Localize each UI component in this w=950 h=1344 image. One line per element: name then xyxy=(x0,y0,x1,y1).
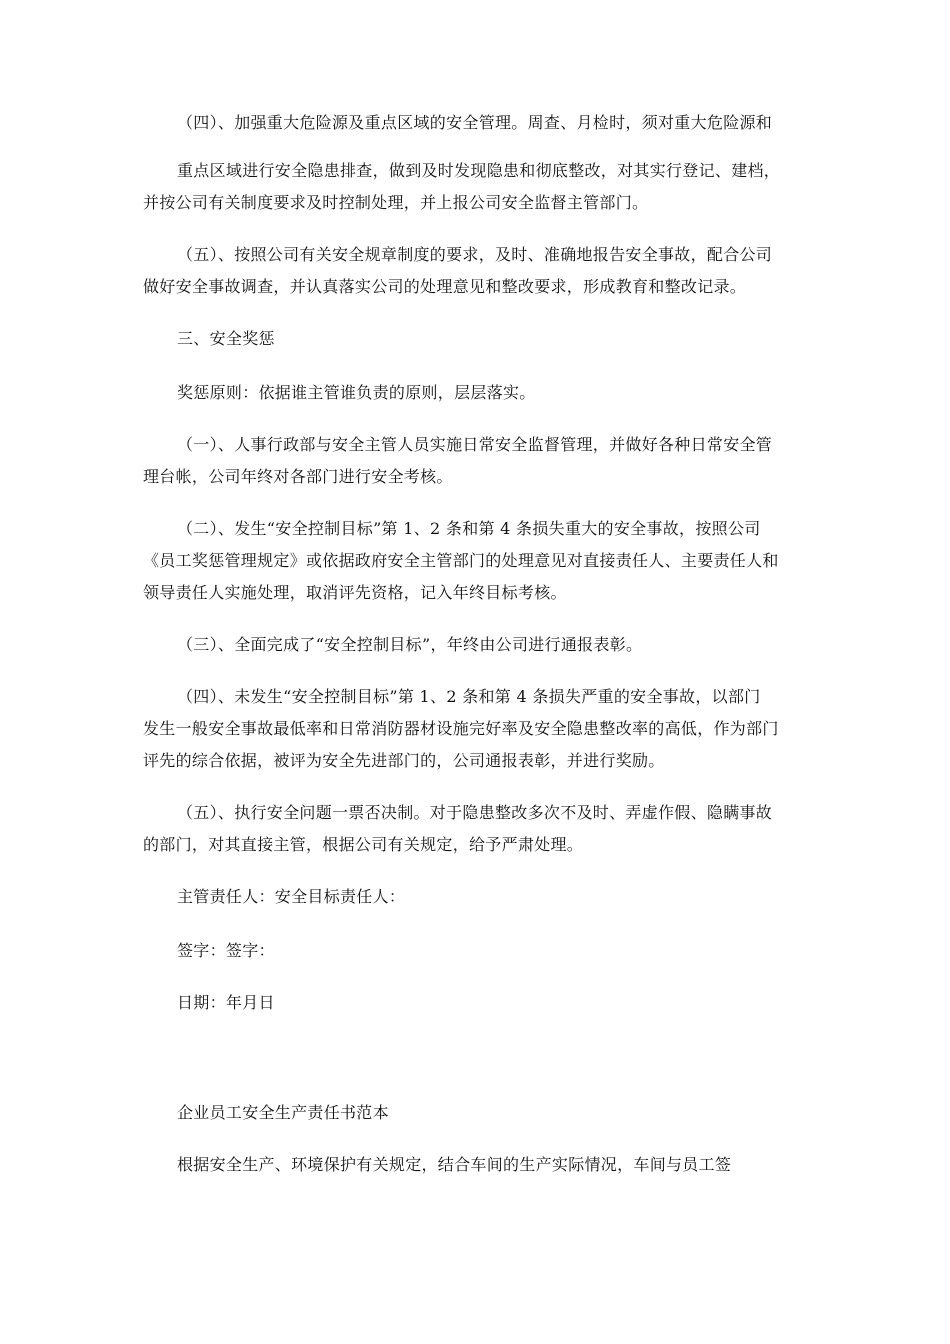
item-4-line-1: （四）、未发生“安全控制目标”第 1、2 条和第 4 条损失严重的安全事故，以部门 xyxy=(177,687,761,706)
item-4-line-3: 评先的综合依据，被评为安全先进部门的，公司通报表彰，并进行奖励。 xyxy=(143,751,665,770)
item-2-line-2: 《员工奖惩管理规定》或依据政府安全主管部门的处理意见对直接责任人、主要责任人和 xyxy=(143,551,779,570)
item-2-line-1: （二）、发生“安全控制目标”第 1、2 条和第 4 条损失重大的安全事故，按照公司 xyxy=(177,519,761,538)
date-line: 日期：年月日 xyxy=(177,993,275,1012)
item-1-line-1: （一）、人事行政部与安全主管人员实施日常安全监督管理，并做好各种日常安全管 xyxy=(177,435,773,454)
paragraph-4-line-2: 重点区域进行安全隐患排查，做到及时发现隐患和彻底整改，对其实行登记、建档， xyxy=(177,161,781,180)
signature-line: 签字：签字： xyxy=(177,941,275,960)
paragraph-4-line-3: 并按公司有关制度要求及时控制处理，并上报公司安全监督主管部门。 xyxy=(143,193,649,212)
document-title: 企业员工安全生产责任书范本 xyxy=(177,1103,389,1122)
paragraph-5-line-1: （五）、按照公司有关安全规章制度的要求，及时、准确地报告安全事故，配合公司 xyxy=(177,245,773,264)
item-3-line-1: （三）、全面完成了“安全控制目标”，年终由公司进行通报表彰。 xyxy=(177,635,643,654)
item-5-line-1: （五）、执行安全问题一票否决制。对于隐患整改多次不及时、弄虚作假、隐瞒事故 xyxy=(177,803,773,822)
intro-paragraph-line-1: 根据安全生产、环境保护有关规定，结合车间的生产实际情况，车间与员工签 xyxy=(177,1155,732,1174)
responsible-persons-line: 主管责任人：安全目标责任人： xyxy=(177,887,406,906)
item-2-line-3: 领导责任人实施处理，取消评先资格，记入年终目标考核。 xyxy=(143,583,567,602)
item-1-line-2: 理台帐，公司年终对各部门进行安全考核。 xyxy=(143,467,453,486)
item-5-line-2: 的部门，对其直接主管，根据公司有关规定，给予严肃处理。 xyxy=(143,835,584,854)
section-heading-rewards: 三、安全奖惩 xyxy=(177,329,275,348)
paragraph-4-line-1: （四）、加强重大危险源及重点区域的安全管理。周查、月检时，须对重大危险源和 xyxy=(177,113,773,132)
item-4-line-2: 发生一般安全事故最低率和日常消防器材设施完好率及安全隐患整改率的高低，作为部门 xyxy=(143,719,779,738)
rewards-principle: 奖惩原则：依据谁主管谁负责的原则，层层落实。 xyxy=(177,383,536,402)
paragraph-5-line-2: 做好安全事故调查，并认真落实公司的处理意见和整改要求，形成教育和整改记录。 xyxy=(143,277,747,296)
